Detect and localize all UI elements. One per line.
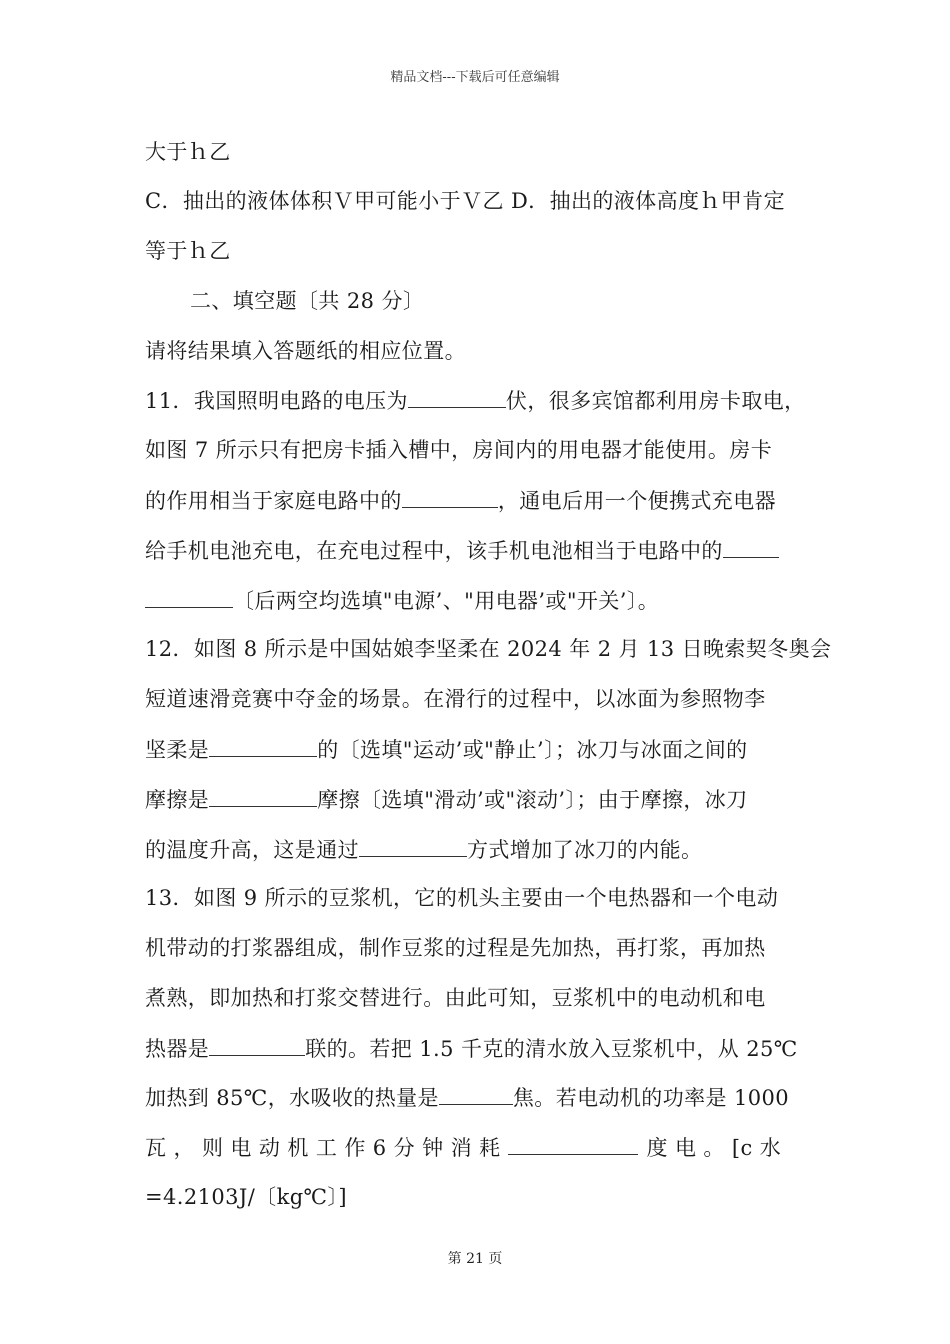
answer-blank[interactable] xyxy=(439,1082,513,1105)
text-line: 请将结果填入答题纸的相应位置。 xyxy=(145,339,466,363)
question-12-line: 12．如图 8 所示是中国姑娘李坚柔在 2024 年 2 月 13 日晚索契冬奥会 xyxy=(145,637,832,661)
text-line: 机带动的打浆器组成，制作豆浆的过程是先加热，再打浆，再加热 xyxy=(145,936,766,960)
text-segment: 伏，很多宾馆都利用房卡取电， xyxy=(505,389,806,413)
text-segment: 的温度升高，这是通过 xyxy=(145,838,359,862)
answer-blank[interactable] xyxy=(359,834,467,857)
page-header: 精品文档---下载后可任意编辑 xyxy=(390,70,560,85)
text-segment: 坚柔是 xyxy=(145,738,210,762)
text-segment: 11．我国照明电路的电压为 xyxy=(145,389,408,413)
text-segment: 摩擦〔选填"滑动’或"滚动’〕；由于摩擦，冰刀 xyxy=(317,788,748,812)
text-line xyxy=(145,734,748,765)
text-line: 如图 7 所示只有把房卡插入槽中，房间内的用电器才能使用。房卡 xyxy=(145,438,773,462)
answer-blank[interactable] xyxy=(145,585,233,608)
section-heading: 二、填空题〔共 28 分〕 xyxy=(190,289,425,313)
text-line: 煮熟，即加热和打浆交替进行。由此可知，豆浆机中的电动机和电 xyxy=(145,986,766,1010)
text-segment: 方式增加了冰刀的内能。 xyxy=(467,838,703,862)
text-line: =4.2103J/〔kg℃〕] xyxy=(145,1185,347,1209)
text-segment: 的〔选填"运动’或"静止’〕；冰刀与冰面之间的 xyxy=(317,738,748,762)
text-line xyxy=(145,1132,781,1163)
answer-blank[interactable] xyxy=(723,535,779,558)
text-line: 大于ｈ乙 xyxy=(145,140,231,164)
page-number: 第 21 页 xyxy=(447,1251,503,1267)
question-11-line xyxy=(145,385,806,416)
text-line xyxy=(145,1082,789,1113)
answer-blank[interactable] xyxy=(408,385,506,408)
text-line xyxy=(145,784,748,815)
text-segment: 〔后两空均选填"电源’、"用电器’或"开关’〕。 xyxy=(233,589,660,613)
text-segment: 的作用相当于家庭电路中的 xyxy=(145,489,402,513)
text-segment: 热器是 xyxy=(145,1037,210,1061)
text-segment: ，通电后用一个便携式充电器 xyxy=(497,489,777,513)
answer-blank[interactable] xyxy=(402,485,498,508)
question-13-line: 13．如图 9 所示的豆浆机，它的机头主要由一个电热器和一个电动 xyxy=(145,886,779,910)
text-line xyxy=(145,834,702,865)
text-segment: 瓦 ， 则 电 动 机 工 作 6 分 钟 消 耗 xyxy=(145,1136,501,1160)
text-segment: 摩擦是 xyxy=(145,788,210,812)
text-segment: 联的。若把 1.5 千克的清水放入豆浆机中，从 25℃ xyxy=(305,1037,798,1061)
text-segment: 给手机电池充电，在充电过程中，该手机电池相当于电路中的 xyxy=(145,539,723,563)
answer-blank[interactable] xyxy=(508,1132,638,1155)
answer-blank[interactable] xyxy=(209,1033,305,1056)
text-line xyxy=(145,485,776,516)
text-line: C．抽出的液体体积Ｖ甲可能小于Ｖ乙 D．抽出的液体高度ｈ甲肯定 xyxy=(145,189,785,213)
text-segment: 焦。若电动机的功率是 1000 xyxy=(512,1086,790,1110)
text-line xyxy=(145,535,779,566)
text-line: 等于ｈ乙 xyxy=(145,239,231,263)
text-segment: 度 电 。 [c 水 xyxy=(646,1136,782,1160)
text-segment: 加热到 85℃，水吸收的热量是 xyxy=(145,1086,439,1110)
answer-blank[interactable] xyxy=(209,784,317,807)
text-line: 短道速滑竞赛中夺金的场景。在滑行的过程中，以冰面为参照物李 xyxy=(145,687,766,711)
text-line xyxy=(145,585,659,616)
answer-blank[interactable] xyxy=(209,734,317,757)
text-line xyxy=(145,1033,798,1064)
